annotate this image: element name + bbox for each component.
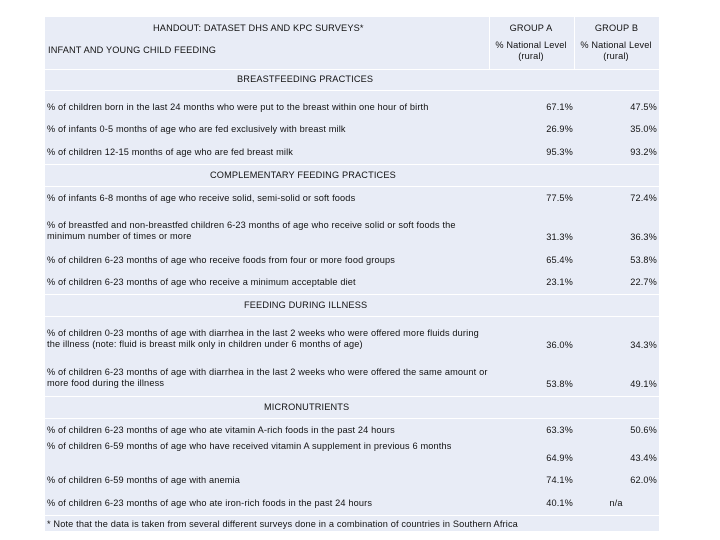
row-value-a: 65.4%	[546, 255, 573, 265]
row-value-b: 43.4%	[630, 453, 657, 463]
row-value-a: 36.0%	[546, 340, 573, 350]
row-divider	[45, 396, 659, 397]
section-title: FEEDING DURING ILLNESS	[244, 300, 368, 310]
row-value-b: 93.2%	[630, 147, 657, 157]
row-divider	[45, 294, 659, 295]
row-value-b: 62.0%	[630, 475, 657, 485]
footnote: * Note that the data is taken from several different surveys done in a combination of countries in Southern Africa	[47, 519, 518, 529]
row-value-a: 63.3%	[546, 425, 573, 435]
row-value-b: 36.3%	[630, 232, 657, 242]
row-label: % of children 6-23 months of age who ate vitamin A-rich foods in the past 24 hours	[47, 425, 395, 435]
row-divider	[45, 186, 659, 187]
row-value-a: 74.1%	[546, 475, 573, 485]
row-value-a: 67.1%	[546, 102, 573, 112]
row-value-b: 47.5%	[630, 102, 657, 112]
row-value-b: 22.7%	[630, 277, 657, 287]
table-subtitle: INFANT AND YOUNG CHILD FEEDING	[48, 45, 217, 55]
column-divider	[574, 17, 575, 69]
row-value-b: n/a	[609, 498, 623, 508]
row-label: % of children 0-23 months of age with diarrhea in the last 2 weeks who were offered more fluids during the illness (note: fluid is breast milk only in children under 6 months of age)	[47, 328, 479, 349]
row-label: % of children 6-59 months of age with anemia	[47, 475, 241, 485]
row-label: % of children 6-59 months of age who have received vitamin A supplement in previous 6 months	[47, 441, 452, 451]
row-divider	[45, 69, 659, 70]
row-value-a: 64.9%	[546, 453, 573, 463]
row-value-b: 53.8%	[630, 255, 657, 265]
row-label: % of children 12-15 months of age who are fed breast milk	[47, 147, 294, 157]
row-value-a: 26.9%	[546, 124, 573, 134]
section-title: MICRONUTRIENTS	[264, 402, 350, 412]
row-label: % of children born in the last 24 months who were put to the breast within one hour of birth	[47, 102, 429, 112]
row-value-b: 50.6%	[630, 425, 657, 435]
row-value-a: 77.5%	[546, 193, 573, 203]
group-a-subheader: % National Level (rural)	[495, 40, 567, 61]
row-value-a: 31.3%	[546, 232, 573, 242]
row-divider	[45, 316, 659, 317]
section-title: COMPLEMENTARY FEEDING PRACTICES	[210, 170, 396, 180]
row-divider	[45, 418, 659, 419]
table-title: HANDOUT: DATASET DHS AND KPC SURVEYS*	[153, 23, 364, 33]
row-label: % of children 6-23 months of age with diarrhea in the last 2 weeks who were offered the same amount or more food during the illness	[47, 367, 488, 388]
row-value-a: 23.1%	[546, 277, 573, 287]
row-value-a: 40.1%	[546, 498, 573, 508]
row-label: % of children 6-23 months of age who receive foods from four or more food groups	[47, 255, 396, 265]
row-value-b: 34.3%	[630, 340, 657, 350]
row-divider	[45, 515, 659, 516]
group-b-subheader: % National Level (rural)	[580, 40, 652, 61]
row-value-a: 95.3%	[546, 147, 573, 157]
data-table	[45, 17, 659, 531]
group-a-header: GROUP A	[509, 23, 553, 33]
row-value-b: 49.1%	[630, 379, 657, 389]
row-label: % of infants 6-8 months of age who receive solid, semi-solid or soft foods	[47, 193, 356, 203]
group-b-header: GROUP B	[594, 23, 639, 33]
row-label: % of infants 0-5 months of age who are fed exclusively with breast milk	[47, 124, 346, 134]
row-divider	[45, 90, 659, 91]
row-value-b: 35.0%	[630, 124, 657, 134]
row-divider	[45, 164, 659, 165]
row-value-b: 72.4%	[630, 193, 657, 203]
section-title: BREASTFEEDING PRACTICES	[237, 74, 374, 84]
row-label: % of children 6-23 months of age who receive a minimum acceptable diet	[47, 277, 356, 287]
row-label: % of children 6-23 months of age who ate iron-rich foods in the past 24 hours	[47, 498, 373, 508]
column-divider	[489, 17, 490, 69]
row-value-a: 53.8%	[546, 379, 573, 389]
row-label: % of breastfed and non-breastfed children 6-23 months of age who receive solid or soft foods the minimum number of times or more	[47, 220, 456, 241]
